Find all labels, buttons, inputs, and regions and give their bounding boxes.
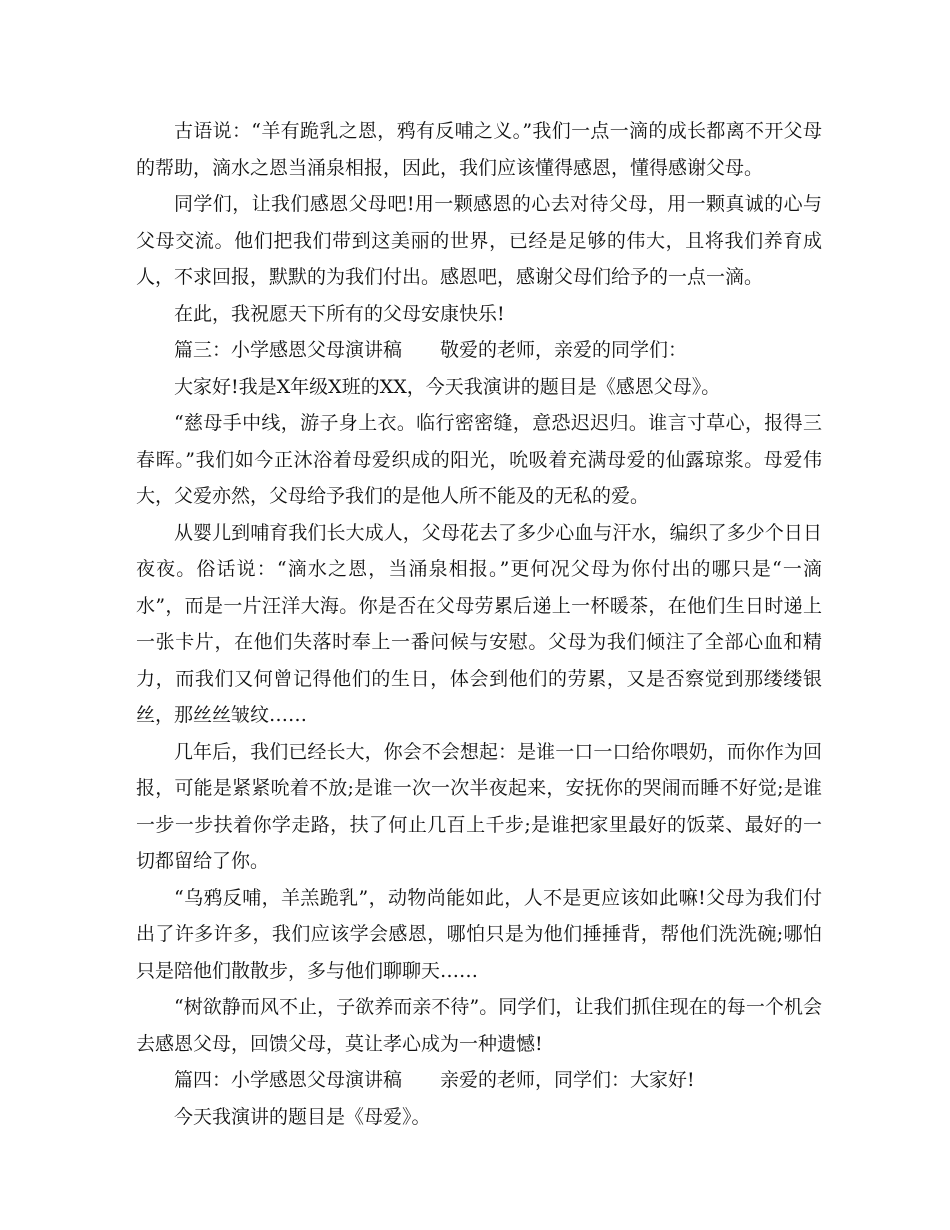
section-heading bbox=[136, 1062, 822, 1099]
paragraph: 大家好!我是X年级X班的XX，今天我演讲的题目是《感恩父母》。 bbox=[174, 375, 721, 398]
paragraph: “树欲静而风不止，子欲养而亲不待”。同学们，让我们抓住现在的每一个机会去感恩父母，回馈父母，莫让孝心成为一种遗憾! bbox=[136, 996, 822, 1055]
section-salutation: 敬爱的老师，亲爱的同学们： bbox=[440, 339, 688, 361]
paragraph: 几年后，我们已经长大，你会不会想起：是谁一口一口给你喂奶，而你作为回报，可能是紧紧吮着不放;是谁一次一次半夜起来，安抚你的哭闹而睡不好觉;是谁一步一步扶着你学走路，扶了何止几百上千步;是谁把家里最好的饭菜、最好的一切都留给了你。 bbox=[136, 740, 822, 872]
section-salutation: 亲爱的老师，同学们：大家好! bbox=[440, 1069, 695, 1091]
section-title: 篇四：小学感恩父母演讲稿 bbox=[174, 1069, 403, 1091]
paragraph: 古语说：“羊有跪乳之恩，鸦有反哺之义。”我们一点一滴的成长都离不开父母的帮助，滴水之恩当涌泉相报，因此，我们应该懂得感恩，懂得感谢父母。 bbox=[136, 120, 822, 179]
section-heading bbox=[136, 332, 822, 369]
section-title: 篇三：小学感恩父母演讲稿 bbox=[174, 339, 403, 361]
paragraph: 从婴儿到哺育我们长大成人，父母花去了多少心血与汗水，编织了多少个日日夜夜。俗话说：“滴水之恩，当涌泉相报。”更何况父母为你付出的哪只是“一滴水”，而是一片汪洋大海。你是否在父母劳累后递上一杯暖茶，在他们生日时递上一张卡片，在他们失落时奉上一番问候与安慰。父母为我们倾注了全部心血和精力，而我们又何曾记得他们的生日，体会到他们的劳累，又是否察觉到那缕缕银丝，那丝丝皱纹…… bbox=[136, 521, 822, 726]
paragraph: “乌鸦反哺，羊羔跪乳”，动物尚能如此，人不是更应该如此嘛!父母为我们付出了许多许多，我们应该学会感恩，哪怕只是为他们捶捶背，帮他们洗洗碗;哪怕只是陪他们散散步，多与他们聊聊天…… bbox=[136, 886, 822, 982]
paragraph: 今天我演讲的题目是《母爱》。 bbox=[174, 1105, 431, 1128]
document-body bbox=[136, 113, 822, 1135]
paragraph: “慈母手中线，游子身上衣。临行密密缝，意恐迟迟归。谁言寸草心，报得三春晖。”我们如今正沐浴着母爱织成的阳光，吮吸着充满母爱的仙露琼浆。母爱伟大，父爱亦然，父母给予我们的是他人所不能及的无私的爱。 bbox=[136, 412, 822, 507]
paragraph: 在此，我祝愿天下所有的父母安康快乐! bbox=[174, 302, 505, 325]
paragraph: 同学们，让我们感恩父母吧!用一颗感恩的心去对待父母，用一颗真诚的心与父母交流。他们把我们带到这美丽的世界，已经是足够的伟大，且将我们养育成人，不求回报，默默的为我们付出。感恩吧，感谢父母们给予的一点一滴。 bbox=[136, 193, 822, 288]
